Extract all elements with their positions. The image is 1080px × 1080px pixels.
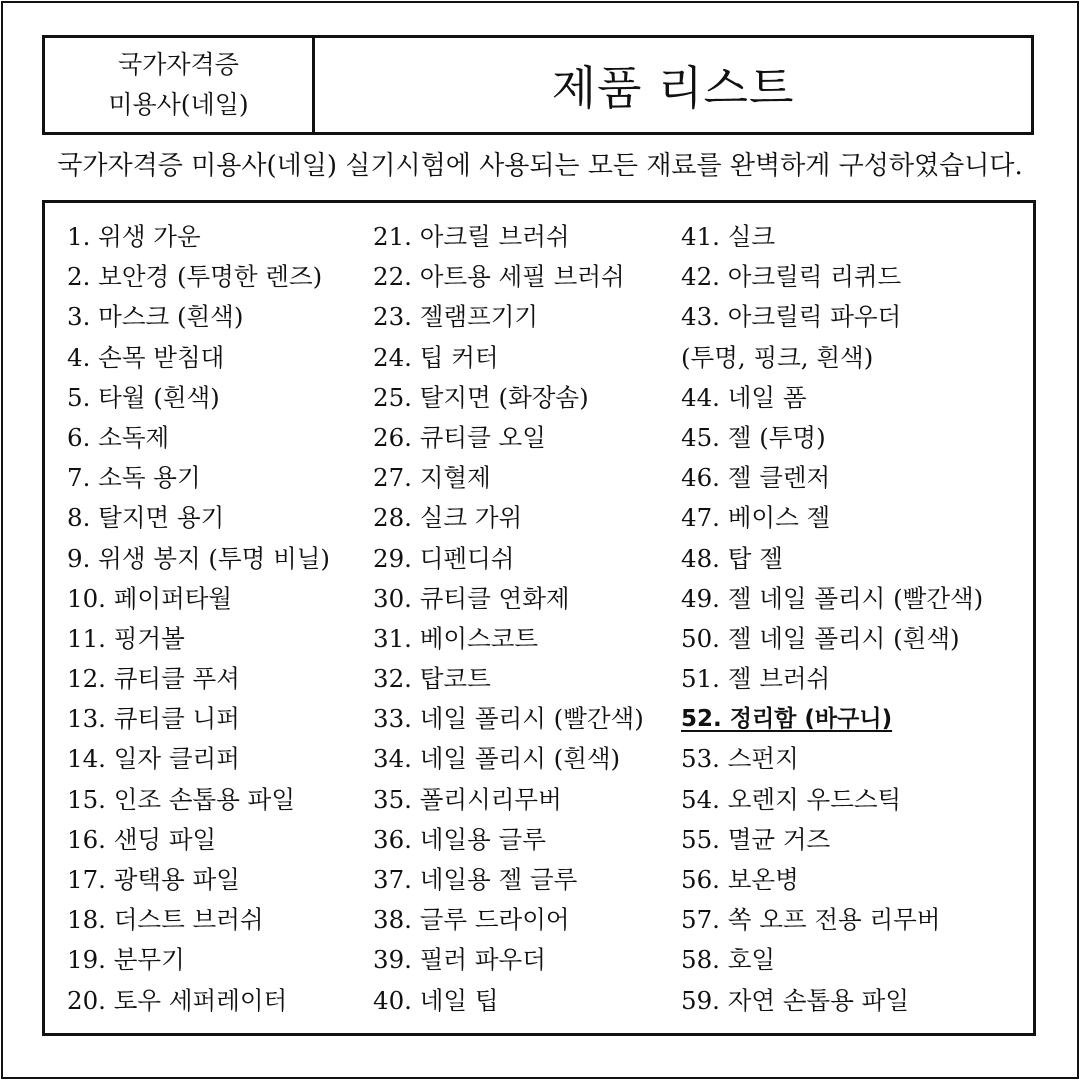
list-item: 25. 탈지면 (화장솜) [373,382,589,412]
page-subtitle: 국가자격증 미용사(네일) 실기시험에 사용되는 모든 재료를 완벽하게 구성하였습니다. [57,151,1023,181]
list-item: 46. 젤 클렌저 [681,463,831,493]
list-item: 55. 멸균 거즈 [681,824,831,854]
list-item: 58. 호일 [681,945,776,975]
list-item: 4. 손목 받침대 [67,342,225,372]
list-item: 38. 글루 드라이어 [373,905,570,935]
list-item: 6. 소독제 [67,422,170,452]
list-item: 54. 오렌지 우드스틱 [681,784,902,814]
list-item: 34. 네일 폴리시 (흰색) [373,744,621,774]
list-item: 57. 쏙 오프 전용 리무버 [681,905,941,935]
list-item: 19. 분무기 [67,945,185,975]
header-box [42,35,1034,135]
list-item-continuation: (투명, 핑크, 흰색) [681,342,874,372]
list-item: 31. 베이스코트 [373,623,539,653]
list-item: 44. 네일 폼 [681,382,807,412]
list-item: 28. 실크 가위 [373,503,523,533]
list-item: 32. 탑코트 [373,664,491,694]
list-item: 18. 더스트 브러쉬 [67,905,264,935]
list-item: 47. 베이스 젤 [681,503,831,533]
list-item: 45. 젤 (투명) [681,422,826,452]
product-column-2 [373,217,644,1021]
list-item: 56. 보온병 [681,865,799,894]
list-item: 24. 팁 커터 [373,342,499,372]
list-item: 59. 자연 손톱용 파일 [681,985,909,1015]
list-item: 30. 큐티클 연화제 [373,583,570,613]
list-item-highlighted: 52. 정리함 (바구니) [681,706,893,733]
list-item: 26. 큐티클 오일 [373,422,546,452]
list-item: 16. 샌딩 파일 [67,824,217,854]
list-item: 51. 젤 브러쉬 [681,664,831,694]
list-item: 13. 큐티클 니퍼 [67,704,240,734]
list-item: 35. 폴리시리무버 [373,784,562,814]
list-item: 5. 타월 (흰색) [67,382,220,412]
list-item: 22. 아트용 세필 브러쉬 [373,262,625,292]
list-item: 23. 젤램프기기 [373,302,539,332]
page-title: 제품 리스트 [551,61,795,115]
list-item: 42. 아크릴릭 리퀴드 [681,262,902,292]
list-item: 27. 지혈제 [373,463,491,493]
list-item: 11. 핑거볼 [67,623,185,653]
list-item: 20. 토우 세퍼레이터 [67,985,288,1015]
certification-line-2: 미용사(네일) [108,90,249,119]
list-item: 21. 아크릴 브러쉬 [373,222,570,251]
list-item: 33. 네일 폴리시 (빨간색) [373,704,644,734]
list-item: 36. 네일용 글루 [373,824,546,854]
list-item: 40. 네일 팁 [373,985,499,1015]
product-list-box [42,200,1036,1036]
product-column-3 [681,217,983,1021]
list-item: 53. 스펀지 [681,744,799,774]
list-item: 48. 탑 젤 [681,543,783,573]
list-item: 14. 일자 클리퍼 [67,744,240,774]
list-item: 41. 실크 [681,222,776,251]
certification-line-1: 국가자격증 [118,50,239,79]
list-item: 12. 큐티클 푸셔 [67,664,240,694]
certification-label [45,38,315,132]
list-item: 29. 디펜디쉬 [373,543,515,573]
list-item: 37. 네일용 젤 글루 [373,865,578,894]
list-item: 39. 필러 파우더 [373,945,546,975]
list-item: 1. 위생 가운 [67,222,201,251]
list-item: 9. 위생 봉지 (투명 비닐) [67,543,330,573]
list-item: 43. 아크릴릭 파우더 [681,302,902,332]
list-item: 8. 탈지면 용기 [67,503,225,533]
list-item: 15. 인조 손톱용 파일 [67,784,295,814]
list-item: 49. 젤 네일 폴리시 (빨간색) [681,583,984,613]
list-item: 17. 광택용 파일 [67,865,240,894]
list-item: 10. 페이퍼타월 [67,583,233,613]
list-item: 7. 소독 용기 [67,463,201,493]
list-item: 50. 젤 네일 폴리시 (흰색) [681,623,960,653]
product-column-1 [67,217,330,1021]
list-item: 3. 마스크 (흰색) [67,302,244,332]
list-item: 2. 보안경 (투명한 렌즈) [67,262,323,292]
